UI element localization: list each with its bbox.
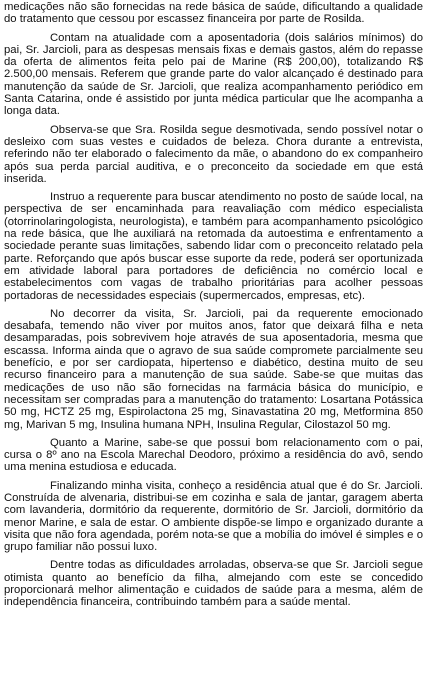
paragraph-father-health: No decorrer da visita, Sr. Jarcioli, pai da requerente emocionado desabafa, temendo não viver por muitos anos, fator que deixará filha e neta desamparadas, pois sobrevivem hoje através de sua aposentadoria, mesma que escassa. Informa ainda que o agravo de sua saúde compromete parcialmente seu benefício, e por ser cardiopata, hipertenso e diabético, destina muito de seu recurso financeiro para a manutenção de sua saúde. Sabe-se que muitas das medicações de uso não são fornecidas na farmácia básica do município, e necessitam ser compradas para a manutenção do tratamento: Losartana Potássica 50 mg, HCTZ 25 mg, Espirolactona 25 mg, Sinavastatina 20 mg, Metformina 850 mg, Marivan 5 mg, Insulina humana NPH, Insulina Regular, Cilostazol 50 mg.	[4, 307, 423, 431]
paragraph-conclusion: Dentre todas as dificuldades arroladas, observa-se que Sr. Jarcioli segue otimista quanto ao benefício da filha, almejando com este se concedido proporcionará melhor alimentação e cuidados de saúde para a mesma, além de independência financeira, contribuindo também para a saúde mental.	[4, 559, 423, 609]
paragraph-medications-continued: medicações não são fornecidas na rede básica de saúde, dificultando a qualidade do tratamento que cessou por escassez financeira por parte de Rosilda.	[4, 1, 423, 26]
paragraph-instructions: Instruo a requerente para buscar atendimento no posto de saúde local, na perspectiva de ser encaminhada para reavaliação com médico especialista (otorrinolaringologista, neurologista), e também para acompanhamento psicológico na rede básica, que lhe auxiliará na retomada da autoestima e enfrentamento a sociedade perante suas limitações, sabendo lidar com o preconceito relatado pela parte. Reforçando que após buscar esse suporte da rede, poderá ser oportunizada em atividade laboral para portadores de deficiência no comércio local e estabelecimentos com vagas de trabalho prioritárias para acolher pessoas portadoras de necessidades especiais (supermercados, empresas, etc).	[4, 191, 423, 302]
paragraph-income: Contam na atualidade com a aposentadoria (dois salários mínimos) do pai, Sr. Jarcioli, para as despesas mensais fixas e demais gastos, além do repasse da oferta de alimentos feita pelo pai de Marine (R$ 200,00), totalizando R$ 2.500,00 mensais. Referem que grande parte do valor alcançado é destinado para manutenção da saúde de Sr. Jarcioli, que realiza acompanhamento periódico em Santa Catarina, onde é assistido por junta médica particular que lhe acompanha a longa data.	[4, 31, 423, 118]
paragraph-residence: Finalizando minha visita, conheço a residência atual que é do Sr. Jarcioli. Construída de alvenaria, distribui-se em cozinha e sala de jantar, garagem aberta com lavanderia, dormitório da requerente, dormitório de Sr. Jarcioli, dormitório da menor Marine, e sala de estar. O ambiente dispõe-se limpo e organizado durante a visita que não fora agendada, porém nota-se que a mobília do imóvel é simples e o grupo familiar não possui luxo.	[4, 479, 423, 554]
paragraph-rosilda-observation: Observa-se que Sra. Rosilda segue desmotivada, sendo possível notar o desleixo com suas vestes e cuidados de beleza. Chora durante a entrevista, referindo não ter elaborado o falecimento da mãe, o abandono do ex companheiro após sua perda parcial auditiva, e o preconceito da sociedade em que está inserida.	[4, 123, 423, 185]
paragraph-marine: Quanto a Marine, sabe-se que possui bom relacionamento com o pai, cursa o 8º ano na Escola Marechal Deodoro, próximo a residência do avô, sendo uma menina estudiosa e educada.	[4, 436, 423, 474]
document-page	[4, 0, 423, 615]
